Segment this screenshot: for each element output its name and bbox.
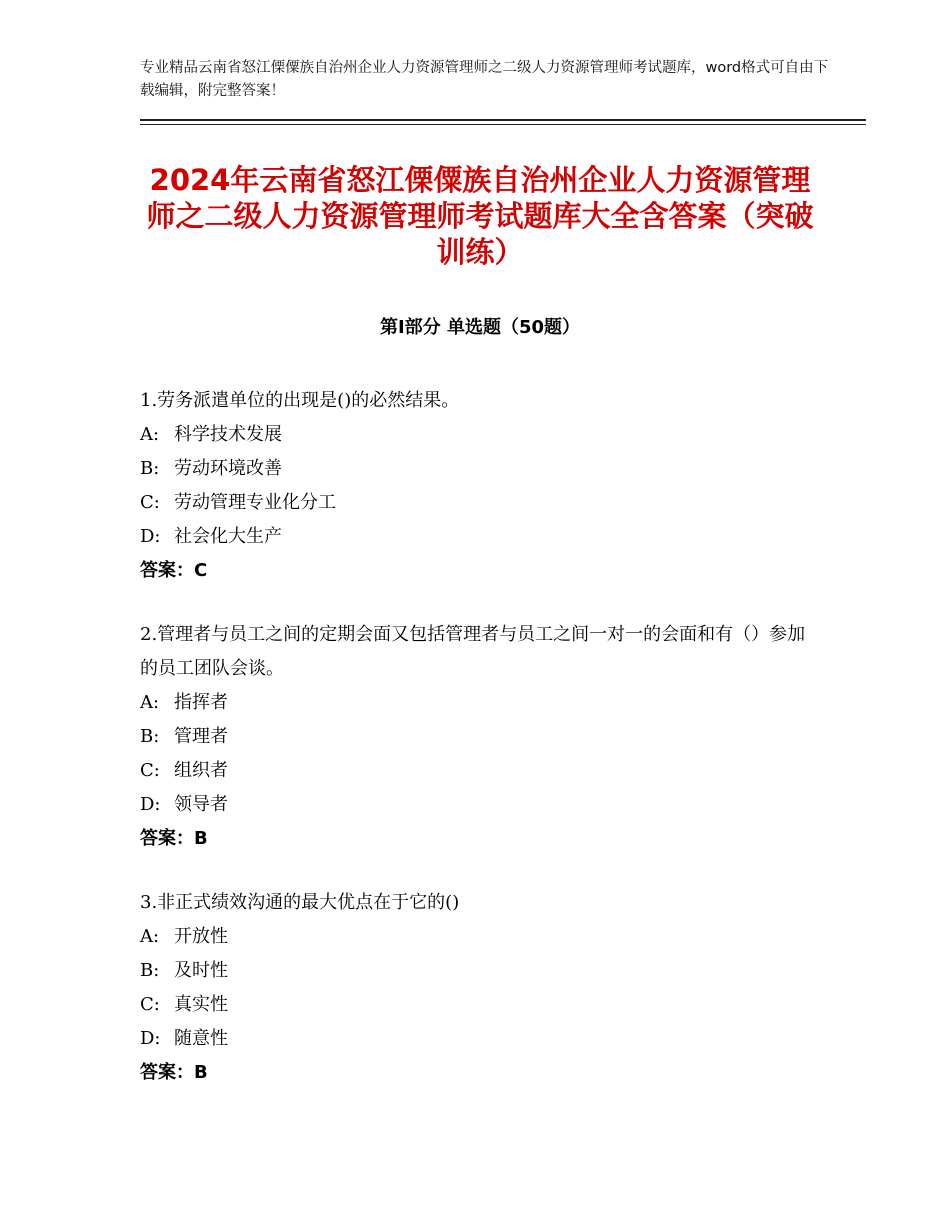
answer-line: 答案：B	[140, 1062, 208, 1083]
option-key: A:	[140, 926, 160, 947]
answer-line: 答案：B	[140, 828, 208, 849]
question-stem: 3.非正式绩效沟通的最大优点在于它的()	[140, 892, 460, 913]
option-key: D:	[140, 526, 161, 547]
option-text: 指挥者	[174, 692, 228, 713]
option-text: 开放性	[174, 926, 228, 947]
option-d	[140, 1022, 820, 1056]
option-key: C:	[140, 492, 160, 513]
option-text: 及时性	[174, 960, 228, 981]
option-c	[140, 486, 820, 520]
option-a	[140, 686, 820, 720]
page-header-text: 专业精品云南省怒江傈僳族自治州企业人力资源管理师之二级人力资源管理师考试题库，word格式可自由下载编辑，附完整答案！	[140, 60, 829, 99]
option-d	[140, 788, 820, 822]
option-key: B:	[140, 726, 160, 747]
question-3	[140, 886, 820, 1090]
header-divider-thin	[140, 124, 866, 125]
answer-line: 答案：C	[140, 560, 208, 581]
option-c	[140, 988, 820, 1022]
option-text: 管理者	[174, 726, 228, 747]
option-text: 科学技术发展	[174, 424, 282, 445]
header-divider-thick	[140, 119, 866, 121]
option-a	[140, 920, 820, 954]
option-key: B:	[140, 458, 160, 479]
option-text: 劳动管理专业化分工	[174, 492, 336, 513]
question-1	[140, 384, 820, 588]
option-key: C:	[140, 760, 160, 781]
option-text: 随意性	[174, 1028, 228, 1049]
section-title: 第Ⅰ部分 单选题（50题）	[379, 317, 580, 338]
option-d	[140, 520, 820, 554]
option-key: B:	[140, 960, 160, 981]
option-text: 真实性	[174, 994, 228, 1015]
option-text: 社会化大生产	[174, 526, 282, 547]
option-key: A:	[140, 692, 160, 713]
option-text: 领导者	[174, 794, 228, 815]
option-text: 劳动环境改善	[174, 458, 282, 479]
option-key: D:	[140, 1028, 161, 1049]
question-2	[140, 618, 820, 856]
option-b	[140, 720, 820, 754]
option-key: D:	[140, 794, 161, 815]
option-b	[140, 954, 820, 988]
question-stem: 2.管理者与员工之间的定期会面又包括管理者与员工之间一对一的会面和有（）参加的员工团队会谈。	[140, 624, 806, 679]
question-list	[140, 384, 820, 1120]
question-stem: 1.劳务派遣单位的出现是()的必然结果。	[140, 390, 460, 411]
option-key: C:	[140, 994, 160, 1015]
document-title: 2024年云南省怒江傈僳族自治州企业人力资源管理师之二级人力资源管理师考试题库大全含答案（突破训练）	[146, 163, 814, 269]
option-a	[140, 418, 820, 452]
option-key: A:	[140, 424, 160, 445]
option-text: 组织者	[174, 760, 228, 781]
option-b	[140, 452, 820, 486]
option-c	[140, 754, 820, 788]
